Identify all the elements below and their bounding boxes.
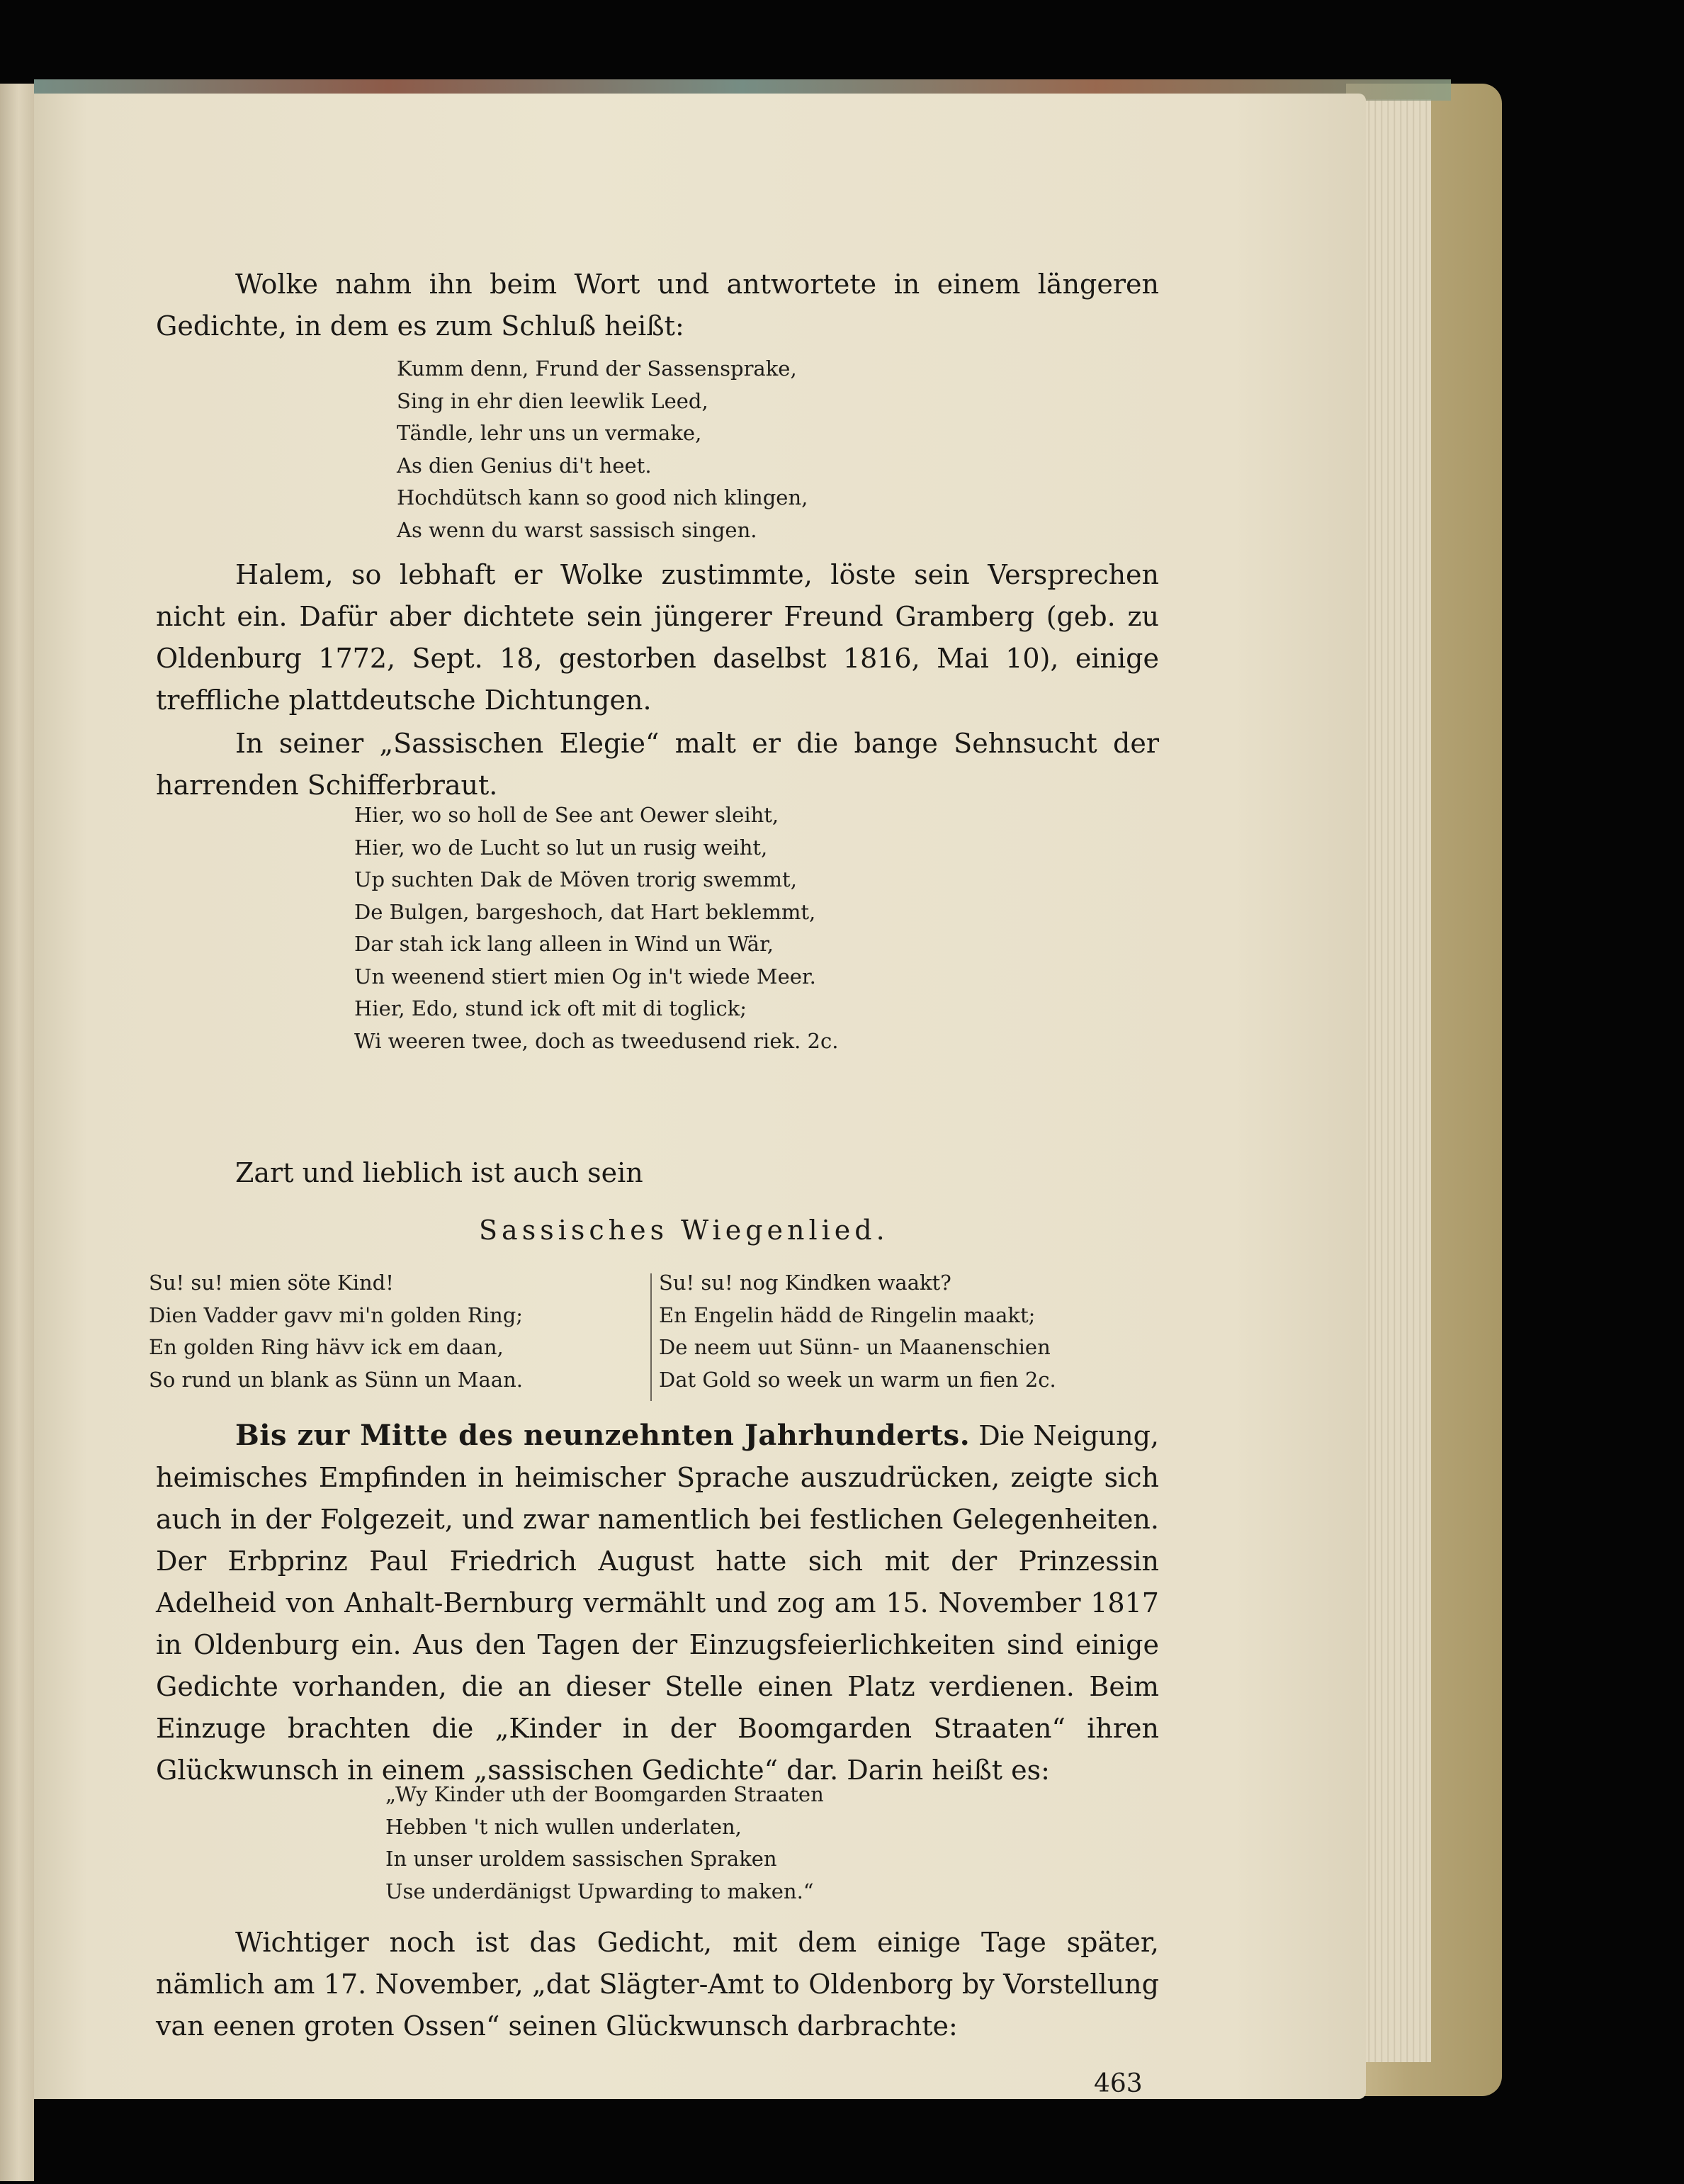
poem-line: Tändle, lehr uns un vermake,	[397, 421, 702, 445]
page-number: 463	[1094, 2069, 1143, 2098]
poem-elegie	[354, 799, 838, 1057]
paragraph-slaegter: Wichtiger noch ist das Gedicht, mit dem einige Tage später, nämlich am 17. November, „dat Slägter-Amt to Oldenborg by Vorstellung van eenen groten Ossen“ seinen Glückwunsch darbrachte:	[156, 1927, 1159, 2042]
lullaby-left-column	[149, 1267, 523, 1396]
poem-line: De neem uut Sünn- un Maanenschien	[659, 1335, 1051, 1359]
poem-line: Use underdänigst Upwarding to maken.“	[385, 1879, 814, 1903]
left-page-edge	[0, 84, 34, 2181]
section-heading: Bis zur Mitte des neunzehnten Jahrhunderts.	[235, 1419, 971, 1452]
paragraph-section	[156, 1414, 1159, 1791]
poem-line: „Wy Kinder uth der Boomgarden Straaten	[385, 1782, 824, 1806]
paragraph-zart: Zart und lieblich ist auch sein	[235, 1157, 643, 1188]
poem-line: Un weenend stiert mien Og in't wiede Meer.	[354, 964, 816, 989]
lullaby-right-column	[659, 1267, 1056, 1396]
poem-wolke	[397, 353, 808, 546]
poem-line: Hier, wo de Lucht so lut un rusig weiht,	[354, 835, 768, 860]
paragraph-halem: Halem, so lebhaft er Wolke zustimmte, löste sein Versprechen nicht ein. Dafür aber dichtete sein jüngerer Freund Gramberg (geb. zu Oldenburg 1772, Sept. 18, gestorben daselbst 1816, Mai 10), einige treffliche plattdeutsche Dichtungen.	[156, 559, 1159, 716]
poem-line: Dat Gold so week un warm un fien 2c.	[659, 1367, 1056, 1392]
poem-line: Dar stah ick lang alleen in Wind un Wär,	[354, 932, 774, 956]
poem-line: Hebben 't nich wullen underlaten,	[385, 1814, 742, 1839]
poem-line: So rund un blank as Sünn un Maan.	[149, 1367, 523, 1392]
poem-line: Hochdütsch kann so good nich klingen,	[397, 485, 808, 510]
poem-line: As wenn du warst sassisch singen.	[397, 517, 757, 542]
poem-line: Hier, Edo, stund ick oft mit di toglick;	[354, 996, 747, 1020]
poem-line: Hier, wo so holl de See ant Oewer sleiht,	[354, 803, 779, 827]
poem-line: De Bulgen, bargeshoch, dat Hart beklemmt,	[354, 899, 816, 924]
poem-line: Kumm denn, Frund der Sassensprake,	[397, 356, 797, 381]
poem-line: En Engelin hädd de Ringelin maakt;	[659, 1302, 1036, 1327]
poem-line: Sing in ehr dien leewlik Leed,	[397, 388, 708, 413]
poem-line: Su! su! mien söte Kind!	[149, 1271, 394, 1295]
poem-line: En golden Ring hävv ick em daan,	[149, 1335, 504, 1359]
paragraph-wolke: Wolke nahm ihn beim Wort und antwortete in einem längeren Gedichte, in dem es zum Schluß heißt:	[156, 269, 1159, 342]
paragraph-elegie: In seiner „Sassischen Elegie“ malt er die bange Sehnsucht der harrenden Schifferbraut.	[156, 728, 1159, 801]
poem-line: In unser uroldem sassischen Spraken	[385, 1847, 777, 1871]
section-body: Die Neigung, heimisches Empfinden in heimischer Sprache auszudrücken, zeigte sich auch in der Folgezeit, und zwar namentlich bei festlichen Gelegenheiten. Der Erbprinz Paul Friedrich August hatte sich mit der Prinzessin Adelheid von Anhalt-Bernburg vermählt und zog am 15. November 1817 in Oldenburg ein. Aus den Tagen der Einzugsfeierlichkeiten sind einige Gedichte vorhanden, die an dieser Stelle einen Platz verdienen. Beim Einzuge brachten die „Kinder in der Boomgarden Straaten“ ihren Glückwunsch in einem „sassischen Gedichte“ dar. Darin heißt es:	[156, 1420, 1159, 1786]
poem-line: As dien Genius di't heet.	[397, 453, 652, 478]
poem-line: Up suchten Dak de Möven trorig swemmt,	[354, 867, 797, 891]
column-divider	[650, 1273, 652, 1401]
poem-line: Wi weeren twee, doch as tweedusend riek. 2c.	[354, 1028, 839, 1053]
poem-line: Su! su! nog Kindken waakt?	[659, 1271, 951, 1295]
poem-line: Dien Vadder gavv mi'n golden Ring;	[149, 1302, 524, 1327]
poem-boomgarden	[385, 1779, 824, 1908]
book-page	[34, 94, 1366, 2099]
lullaby-title: Sassisches Wiegenlied.	[479, 1215, 889, 1246]
